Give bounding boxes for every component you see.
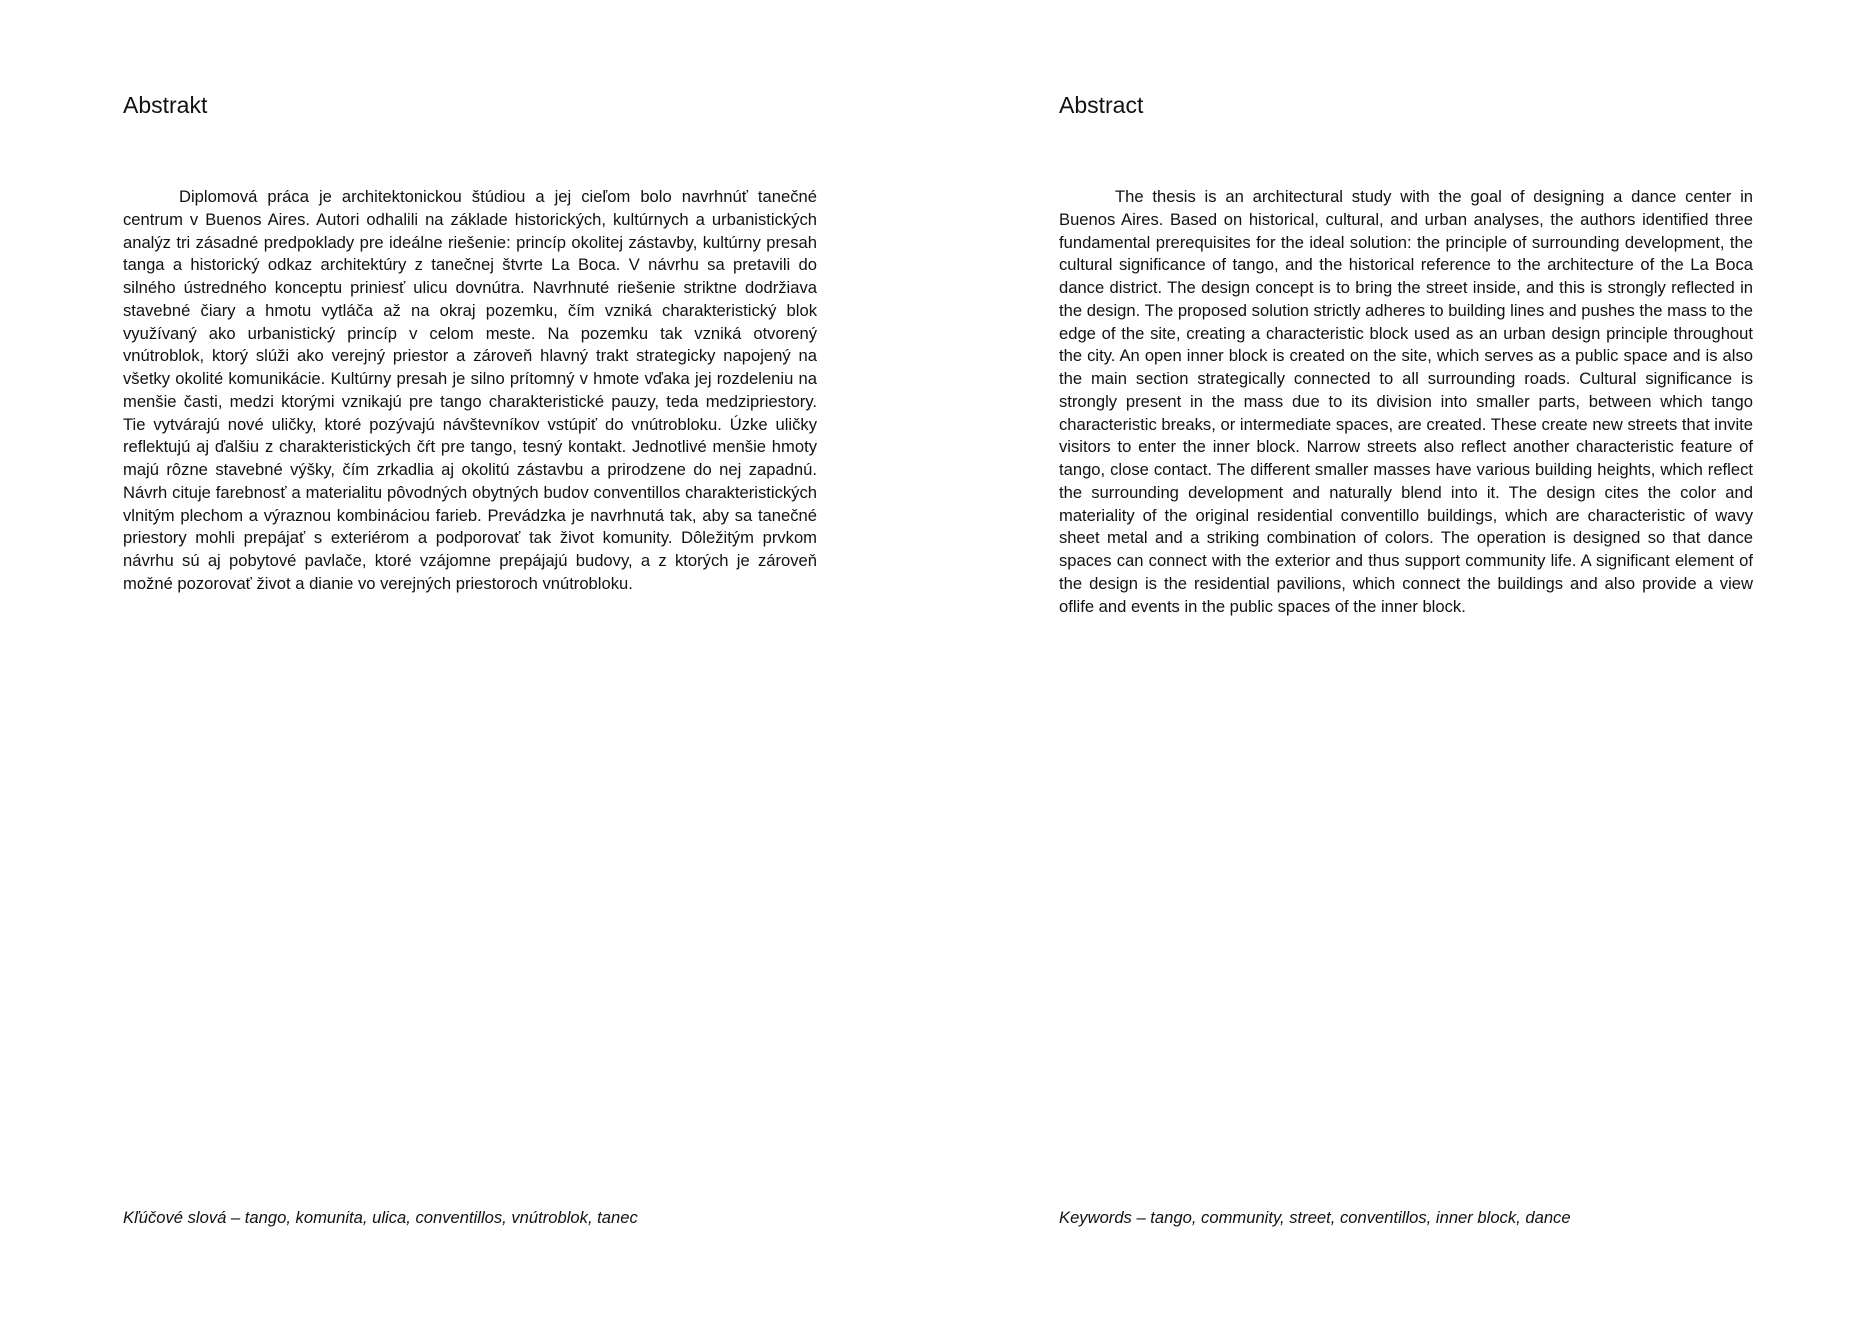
abstract-body: Diplomová práca je architektonickou štúdiou a jej cieľom bolo navrhnúť tanečné centrum v Buenos Aires. Autori odhalili na základe historických, kultúrnych a urbanistických analýz tri zásadné predpoklady pre ideálne riešenie: princíp okolitej zástavby, kultúrny presah tanga a historický odkaz architektúry z tanečnej štvrte La Boca. V návrhu sa pretavili do silného ústredného konceptu priniesť ulicu dovnútra. Navrhnuté riešenie striktne dodržiava stavebné čiary a hmotu vytláča až na okraj pozemku, čím vzniká charakteristický blok využívaný ako urbanistický princíp v celom meste. Na pozemku tak vzniká otvorený vnútroblok, ktorý slúži ako verejný priestor a zároveň hlavný trakt strategicky napojený na všetky okolité komunikácie. Kultúrny presah je silno prítomný v hmote vďaka jej rozdeleniu na menšie časti, medzi ktorými vznikajú pre tango charakteristické pauzy, teda medzipriestory. Tie vytvárajú nové uličky, ktoré pozývajú návštevníkov vstúpiť do vnútrobloku. Úzke uličky reflektujú aj ďalšiu z charakteristických čŕt pre tango, tesný kontakt. Jednotlivé menšie hmoty majú rôzne stavebné výšky, čím zrkadlia aj okolitú zástavbu a prirodzene do nej zapadnú. Návrh cituje farebnosť a materialitu pôvodných obytných budov conventillos charakteristických vlnitým plechom a výraznou kombináciou farieb. Prevádzka je navrhnutá tak, aby sa tanečné priestory mohli prepájať s exteriérom a podporovať tak život komunity. Dôležitým prvkom návrhu sú aj pobytové pavlače, ktoré vzájomne prepájajú budovy, a z ktorých je zároveň možné pozorovať život a dianie vo verejných priestoroch vnútrobloku. [123,187,817,593]
page-title: Abstract [1059,92,1144,118]
keywords-line: Kľúčové slová – tango, komunita, ulica, conventillos, vnútroblok, tanec [123,1208,638,1227]
abstract-body: The thesis is an architectural study with the goal of designing a dance center in Buenos Aires. Based on historical, cultural, and urban analyses, the authors identified three fundamental prerequisites for the ideal solution: the principle of surrounding development, the cultural significance of tango, and the historical reference to the architecture of the La Boca dance district. The design concept is to bring the street inside, and this is strongly reflected in the design. The proposed solution strictly adheres to building lines and pushes the mass to the edge of the site, creating a characteristic block used as an urban design principle throughout the city. An open inner block is created on the site, which serves as a public space and is also the main section strategically connected to all surrounding roads. Cultural significance is strongly present in the mass due to its division into smaller parts, between which tango characteristic breaks, or intermediate spaces, are created. These create new streets that invite visitors to enter the inner block. Narrow streets also reflect another characteristic feature of tango, close contact. The different smaller masses have various building heights, which reflect the surrounding development and naturally blend into it. The design cites the color and materiality of the original residential conventillo buildings, which are characteristic of wavy sheet metal and a striking combination of colors. The operation is designed so that dance spaces can connect with the exterior and thus support community life. A significant element of the design is the residential pavilions, which connect the buildings and also provide a view oflife and events in the public spaces of the inner block. [1059,187,1753,616]
page-slovak-abstract [123,0,817,1324]
page-english-abstract [1059,0,1753,1324]
page-title: Abstrakt [123,92,208,118]
keywords-line: Keywords – tango, community, street, conventillos, inner block, dance [1059,1208,1571,1227]
